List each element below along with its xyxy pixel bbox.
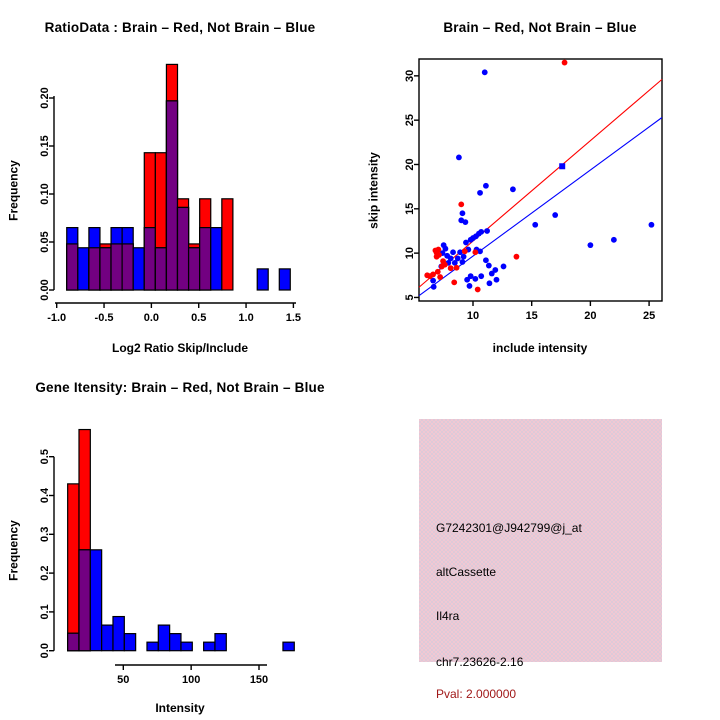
brain-point [435, 269, 441, 275]
gene-intensity-histogram-svg [0, 360, 360, 720]
hist-bar [166, 101, 177, 290]
y-tick-label: 20 [404, 158, 416, 171]
notbrain-point [456, 154, 462, 160]
y-tick-label: 25 [404, 114, 416, 127]
brain-point [514, 254, 520, 260]
brain-point [458, 201, 464, 207]
ratio-histogram-title: RatioData : Brain – Red, Not Brain – Blue [44, 20, 316, 35]
hist-bar [170, 634, 181, 651]
notbrain-point [532, 222, 538, 228]
notbrain-point [460, 210, 466, 216]
notbrain-square-point [559, 163, 565, 169]
y-tick-label: 0.10 [39, 183, 51, 205]
notbrain-point [448, 256, 454, 262]
x-tick-label: 20 [584, 310, 597, 322]
brain-point [437, 274, 443, 280]
notbrain-point [483, 183, 489, 189]
brain-point [451, 279, 457, 285]
hist-bar [89, 248, 100, 290]
x-tick-label: 0.5 [191, 312, 207, 324]
notbrain-point [462, 219, 468, 225]
hist-bar [181, 642, 192, 651]
histogram-bars [67, 64, 291, 290]
hist-bar [257, 269, 268, 290]
notbrain-point [492, 267, 498, 273]
notbrain-point [487, 280, 493, 286]
notbrain-point [494, 277, 500, 283]
histogram-bars [68, 430, 295, 651]
notbrain-point [482, 69, 488, 75]
y-tick-label: 15 [404, 202, 416, 215]
event-type-text: altCassette [436, 565, 497, 579]
hist-bar [204, 642, 215, 651]
notbrain-point [486, 263, 492, 269]
hist-bar [78, 248, 89, 290]
gene-name-text: Il4ra [436, 609, 460, 623]
hist-bar [122, 244, 133, 290]
notbrain-point [501, 264, 507, 270]
y-tick-label: 10 [404, 247, 416, 260]
hist-bar [100, 248, 111, 290]
x-tick-label: 25 [642, 310, 656, 322]
hist-bar [222, 199, 233, 290]
hist-bar [200, 228, 211, 290]
hist-bar [155, 248, 166, 290]
y-tick-label: 0.00 [39, 279, 51, 301]
notbrain-point [431, 284, 437, 290]
x-tick-label: 1.0 [238, 312, 254, 324]
probe-id-text: G7242301@J942799@j_at [436, 521, 582, 535]
notbrain-point [611, 237, 617, 243]
notbrain-point [478, 273, 484, 279]
hist-bar [147, 642, 158, 651]
notbrain-point [450, 249, 456, 255]
brain-point [435, 247, 441, 253]
hist-bar [68, 484, 79, 651]
y-tick-label: 0.5 [39, 449, 51, 465]
hist-bar [283, 642, 294, 651]
hist-bar [68, 633, 79, 650]
notbrain-point [461, 254, 467, 260]
x-tick-label: 15 [525, 310, 538, 322]
y-tick-label: 0.05 [39, 231, 51, 253]
hist-bar [178, 207, 189, 290]
gene-intensity-histogram-xlabel: Intensity [155, 701, 205, 715]
hist-bar [211, 228, 222, 290]
y-tick-label: 0.2 [39, 565, 51, 581]
hist-bar [67, 244, 78, 290]
x-tick-label: 1.5 [285, 312, 302, 324]
hist-bar [158, 625, 169, 651]
hist-bar [90, 550, 101, 651]
brain-point [472, 249, 478, 255]
brain-point [454, 265, 460, 271]
notbrain-point [587, 242, 593, 248]
gene-intensity-histogram-ylabel: Frequency [6, 520, 21, 581]
intensity-scatter-title: Brain – Red, Not Brain – Blue [443, 20, 637, 35]
panel-gene-intensity-histogram [0, 360, 360, 720]
x-tick-label: 50 [117, 674, 130, 686]
y-tick-label: 0.15 [39, 135, 51, 157]
panel-gene-info [360, 360, 720, 720]
notbrain-point [472, 276, 478, 282]
y-tick-label: 0.0 [39, 643, 51, 659]
x-tick-label: -1.0 [47, 312, 67, 324]
scatter-points [424, 60, 654, 293]
intensity-scatter-xlabel: include intensity [492, 341, 588, 355]
panel-ratio-histogram [0, 0, 360, 360]
brain-point [440, 258, 446, 264]
gene-info-box [419, 419, 662, 701]
hist-bar [102, 625, 113, 651]
intensity-scatter-svg [360, 0, 720, 360]
notbrain-point [455, 256, 461, 262]
hist-bar [189, 248, 200, 290]
notbrain-point [443, 246, 449, 252]
gene-intensity-histogram-title: Gene Itensity: Brain – Red, Not Brain – Blue [35, 380, 325, 395]
notbrain-point [460, 259, 466, 265]
panel-intensity-scatter [360, 0, 720, 360]
hist-bar [133, 248, 144, 290]
brain-point [436, 252, 442, 258]
notbrain-point [483, 257, 489, 263]
y-tick-label: 0.3 [39, 526, 51, 542]
pval-text: Pval: 2.000000 [436, 687, 517, 701]
intensity-scatter-ylabel: skip intensity [366, 152, 381, 229]
hist-bar [79, 550, 90, 651]
notbrain-point [484, 228, 490, 234]
brain-point [475, 287, 481, 293]
brain-point [562, 60, 568, 66]
hist-bar [124, 634, 135, 651]
notbrain-point [467, 283, 473, 289]
hist-bar [215, 634, 226, 651]
y-tick-label: 0.20 [39, 87, 51, 109]
notbrain-point [649, 222, 655, 228]
hist-bar [279, 269, 290, 290]
y-tick-label: 30 [404, 69, 416, 82]
y-tick-label: 0.4 [39, 487, 51, 504]
x-tick-label: 100 [181, 674, 201, 686]
hist-bar [113, 617, 124, 651]
ratio-histogram-svg [0, 0, 360, 360]
brain-point [462, 248, 468, 254]
ratio-histogram-ylabel: Frequency [6, 160, 21, 221]
x-tick-label: 150 [249, 674, 269, 686]
x-tick-label: 10 [466, 310, 480, 322]
x-tick-label: -0.5 [94, 312, 114, 324]
x-tick-label: 0.0 [143, 312, 160, 324]
brain-fit-line [419, 79, 662, 287]
y-tick-label: 0.1 [39, 604, 51, 620]
notbrain-point [510, 186, 516, 192]
ratio-histogram-xlabel: Log2 Ratio Skip/Include [111, 341, 248, 355]
hist-bar [144, 228, 155, 290]
notbrain-point [477, 190, 483, 196]
chromosome-text: chr7.23626-2.16 [436, 655, 524, 669]
y-tick-label: 5 [404, 294, 416, 301]
hist-bar [111, 244, 122, 290]
brain-point [448, 265, 454, 271]
notbrain-point [552, 212, 558, 218]
notbrain-point [478, 229, 484, 235]
